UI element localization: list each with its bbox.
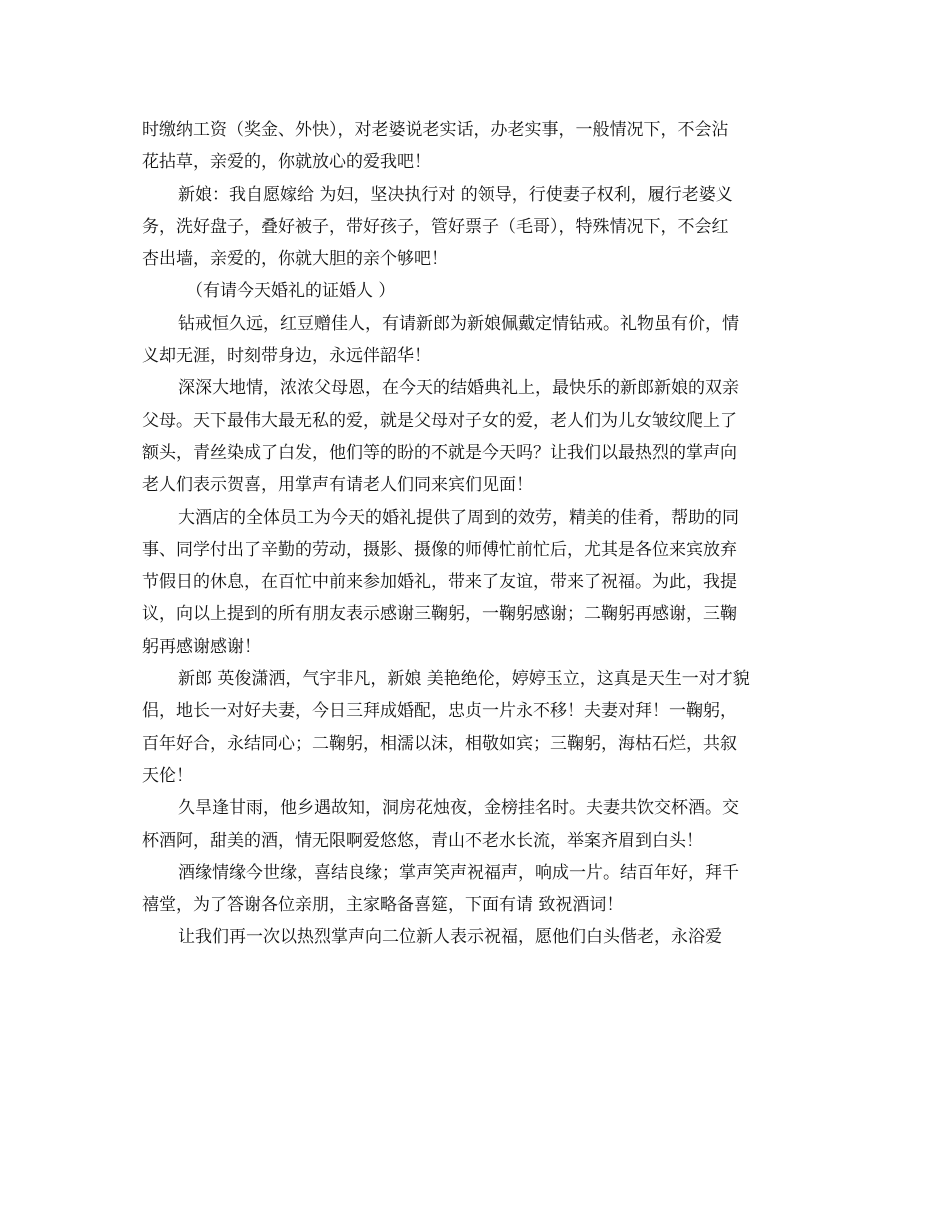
text-line: 议，向以上提到的所有朋友表示感谢三鞠躬，一鞠躬感谢；二鞠躬再感谢，三鞠 (142, 604, 737, 625)
text-line: 花拈草，亲爱的，你就放心的爱我吧！ (142, 152, 431, 173)
text-line: 百年好合，永结同心；二鞠躬，相濡以沫，相敬如宾；三鞠躬，海枯石烂，共叙 (142, 733, 737, 754)
text-line: 父母。天下最伟大最无私的爱，就是父母对子女的爱，老人们为儿女皱纹爬上了 (142, 410, 737, 431)
text-line: 深深大地情，浓浓父母恩，在今天的结婚典礼上，最快乐的新郎新娘的双亲 (178, 378, 739, 399)
text-line: 钻戒恒久远，红豆赠佳人，有请新郎为新娘佩戴定情钻戒。礼物虽有价，情 (178, 313, 739, 334)
text-line: 老人们表示贺喜，用掌声有请老人们同来宾们见面！ (142, 475, 533, 496)
text-line: 时缴纳工资（奖金、外快），对老婆说老实话，办老实事，一般情况下，不会沾 (142, 120, 729, 140)
text-line: 酒缘情缘今世缘，喜结良缘；掌声笑声祝福声，响成一片。结百年好，拜千 (178, 862, 739, 883)
text-line: 大酒店的全体员工为今天的婚礼提供了周到的效劳，精美的佳肴，帮助的同 (178, 507, 739, 528)
text-line: 躬再感谢感谢！ (142, 636, 261, 657)
text-line: 务，洗好盘子，叠好被子，带好孩子，管好票子（毛哥），特殊情况下，不会红 (142, 216, 729, 237)
text-line: 额头，青丝染成了白发，他们等的盼的不就是今天吗？让我们以最热烈的掌声向 (142, 442, 737, 463)
text-line: （有请今天婚礼的证婚人 ） (186, 281, 396, 302)
text-line: 杯酒阿，甜美的酒，情无限啊爱悠悠，青山不老水长流，举案齐眉到白头！ (142, 830, 703, 851)
text-line: 新娘：我自愿嫁给 为妇，坚决执行对 的领导，行使妻子权利，履行老婆义 (178, 184, 733, 205)
text-line: 节假日的休息，在百忙中前来参加婚礼，带来了友谊，带来了祝福。为此，我提 (142, 572, 737, 593)
document-page (142, 114, 802, 954)
text-line: 事、同学付出了辛勤的劳动，摄影、摄像的师傅忙前忙后，尤其是各位来宾放弃 (142, 539, 737, 560)
text-line: 杏出墙，亲爱的，你就大胆的亲个够吧！ (142, 249, 448, 270)
text-line: 侣，地长一对好夫妻，今日三拜成婚配，忠贞一片永不移！夫妻对拜！一鞠躬， (142, 701, 737, 722)
text-line: 义却无涯，时刻带身边，永远伴韶华！ (142, 346, 431, 367)
text-line: 久旱逢甘雨，他乡遇故知，洞房花烛夜，金榜挂名时。夫妻共饮交杯酒。交 (178, 798, 739, 819)
text-line: 让我们再一次以热烈掌声向二位新人表示祝福，愿他们白头偕老，永浴爱 (178, 927, 722, 948)
text-line: 天伦！ (142, 765, 193, 786)
text-line: 新郎 英俊潇洒，气宇非凡，新娘 美艳绝伦，婷婷玉立，这真是天生一对才貌 (178, 669, 750, 690)
text-line: 禧堂，为了答谢各位亲朋，主家略备喜筵，下面有请 致祝酒词！ (142, 895, 624, 916)
